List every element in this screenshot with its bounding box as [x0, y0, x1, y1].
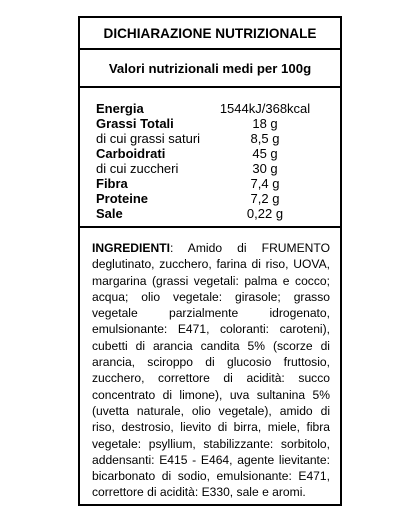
- nutrient-row-zuccheri: [96, 161, 328, 176]
- nutrient-name: Proteine: [96, 191, 149, 206]
- nutrient-name: Carboidrati: [96, 146, 166, 161]
- nutrient-value: 30 g: [252, 161, 278, 176]
- nutrient-value: 8,5 g: [250, 131, 280, 146]
- ingredients-paragraph: [92, 240, 330, 501]
- nutrient-name: Fibra: [96, 176, 128, 191]
- nutrient-row-fibra: [96, 176, 328, 191]
- nutrient-row-grassi-totali: [96, 116, 328, 131]
- nutrient-value: 1544kJ/368kcal: [219, 101, 311, 116]
- nutrient-name: di cui grassi saturi: [96, 131, 201, 146]
- nutrition-label: [78, 16, 342, 506]
- nutrient-name: Sale: [96, 206, 123, 221]
- nutrient-name: Energia: [96, 101, 144, 116]
- nutrient-value: 7,4 g: [250, 176, 280, 191]
- label-title: DICHIARAZIONE NUTRIZIONALE: [80, 18, 340, 50]
- nutrient-row-grassi-saturi: [96, 131, 328, 146]
- nutrient-row-proteine: [96, 191, 328, 206]
- nutrient-row-sale: [96, 206, 328, 221]
- nutrient-value: 45 g: [252, 146, 278, 161]
- nutrient-value: 18 g: [252, 116, 278, 131]
- nutrient-row-energia: [96, 101, 328, 116]
- nutrient-table: [80, 88, 340, 228]
- nutrient-row-carboidrati: [96, 146, 328, 161]
- ingredients-text: : Amido di FRUMENTO deglutinato, zucchero, farina di riso, UOVA, margarina (grassi vegetali: palma e cocco; acqua; olio vegetale: girasole; grasso vegetale parzialmente idrogenato, emulsionante: E471, coloranti: caroteni), cubetti di arancia candita 5% (scorze di arancia, sciroppo di glucosio fruttosio, zucchero, correttore di acidità: succo concentrato di limone), uva sultanina 5% (uvetta naturale, olio vegetale), amido di riso, destrosio, lievito di birra, miele, fibra vegetale: psyllium, stabilizzante: sorbitolo, addensanti: E415 - E464, agente lievitante: bicarbonato di sodio, emulsionante: E471, correttore di acidità: E330, sale e aromi.: [92, 241, 330, 500]
- nutrient-name: Grassi Totali: [96, 116, 174, 131]
- nutrient-name: di cui zuccheri: [96, 161, 179, 176]
- nutrient-value: 7,2 g: [250, 191, 280, 206]
- nutrient-value: 0,22 g: [246, 206, 284, 221]
- label-subtitle: Valori nutrizionali medi per 100g: [80, 50, 340, 88]
- ingredients-label: INGREDIENTI: [92, 241, 170, 255]
